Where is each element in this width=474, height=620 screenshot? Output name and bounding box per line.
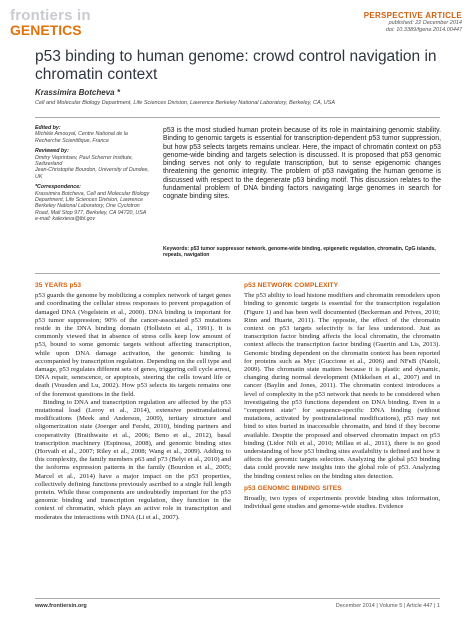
sidebar [35, 125, 153, 227]
correspondence-label: *Correspondence: [35, 184, 81, 191]
edited-by-label: Edited by: [35, 125, 61, 131]
article-type: PERSPECTIVE ARTICLE [363, 11, 462, 20]
journal-logo [10, 9, 102, 39]
abstract: p53 is the most studied human protein because of its role in maintaining genomic stability. Binding to genomic targets is essential for transcription-dependent p53 tumor suppression, but how p53 selects targets remains unclear. Here, the impact of chromatin context on p53 genome-wide binding and targets selection is discussed. It is proposed that p53 genomic binding serves not only to regulate transcription, but to sense epigenomic changes threatening the genomic integrity. The problem of p53 navigating the human genome is discussed with respect to the degenerate p53 binding motif. This discussion relates to the fundamental problem of DNA binding factors navigating large genomes in search for cognate binding sites. [163, 127, 441, 201]
paragraph: The p53 ability to load histone modifiers and chromatin remodelers upon binding to genomic targets is essential for the transcription regulation (Figure 1) and has been well documented (Beckerman and Prives, 2010; Rinn and Huarte, 2011). The opposite, the effect of the chromatin context on p53 targets selectivity is far less understood. Just as transcription factor binding affects the local chromatin, the chromatin context affects the transcription factor binding (Guertin and Lis, 2013). Genomic binding dependent on the chromatin context has been reported for proteins such as Myc (Guccione et al., 2006) and NFκB (Natoli, 2009). The chromatin state matters because it is plastic and dynamic, changing during normal development (Mikkelsen et al., 2007) and in cancer (Baylin and Jones, 2011). The chromatin context introduces a level of complexity in the p53 network that needs to be considered when investigating the p53 functions dependent on DNA binding. Even in a "competent state" for sequence-specific DNA binding (without mutations, activated by posttranslational modifications), p53 may not bind to sites buried in inaccessible chromatin, and bind if they become available. Despite the proposed and observed chromatin impact on p53 binding (Lidor Nili et al., 2010; Millau et al., 2011), there is no good understanding of how p53 binding sites availability is defined and how it affects the genomic targets selection. Analyzing the global p53 binding data could provide new insights into the global role of p53. Analyzing the binding context relies on the binding sites detection. [244, 292, 440, 480]
keywords [163, 246, 441, 259]
body-column-left [35, 282, 231, 522]
paragraph: Binding to DNA and transcription regulation are affected by the p53 mutational load (Leroy et al., 2014), extensive posttranslational modifications (Meek and Anderson, 2009), tertiary structure and oligomerization state (Joerger and Fersht, 2010), binding partners and cooperativity (Braithwaite et al., 2006; Beno et al., 2012), basal transcription machinery (Espinosa, 2008), and genomic binding sites (Horvath et al., 2007; Riley et al., 2008; Wang et al., 2009). Adding to this complexity, the family members p63 and p73 (Belyi et al., 2010) and the isoforms expression patterns in the family (Bourdon et al., 2005; Marcel et al., 2014) have a major impact on the p53 properties, collectively defining functions previously ascribed to a single full length protein. While these components are undoubtedly important for the p53 genomic binding and transcription regulation, they function in the context of chromatin, which plays an active role in transcription and moderates the interactions with DNA (Li et al., 2007). [35, 398, 231, 521]
keywords-text: p53 tumor suppressor network, genome-wide binding, epigenetic regulation, chromatin, CpG islands, repeats, navigation [163, 246, 436, 259]
article-meta [364, 11, 462, 33]
section-heading: p53 NETWORK COMPLEXITY [244, 282, 339, 289]
paragraph: Broadly, two types of experiments provide binding sites information, individual gene studies and genome-wide studies. Evidence [244, 495, 440, 511]
affiliation: Cell and Molecular Biology Department, Life Sciences Division, Lawrence Berkeley National Laboratory, Berkeley, CA, USA [35, 100, 335, 106]
article-title: p53 binding to human genome: crowd control navigation in chromatin context [35, 48, 437, 83]
section-heading: 35 YEARS p53 [35, 282, 82, 289]
doi[interactable]: doi: 10.3389/fgene.2014.00447 [385, 26, 462, 33]
divider [35, 273, 440, 274]
edited-by: Michèle Amouyal, Centre National de la Recherche Scientifique, France [35, 131, 128, 144]
footer-issue: December 2014 | Volume 5 | Article 447 | 1 [335, 603, 440, 609]
reviewed-by: Dmitry Veprintsev, Paul Scherrer Institute, Switzerland Jean-Christophe Bourdon, University of Dundee, UK [35, 154, 149, 180]
journal-name-line2: GENETICS [10, 22, 82, 38]
published-date: published: 22 December 2014 [388, 20, 462, 26]
author: Krassimira Botcheva * [35, 88, 120, 97]
footer-url[interactable]: www.frontiersin.org [35, 603, 87, 609]
section-heading: p53 GENOMIC BINDING SITES [244, 484, 342, 492]
body-column-right [244, 282, 440, 511]
reviewed-by-label: Reviewed by: [35, 148, 69, 155]
correspondence: Krassimira Botcheva, Cell and Molecular Biology Department, Life Sciences Division, Lawrence Berkeley National Laboratory, One Cyclotron Road, Mail Stop 977, Berkeley, CA 94720, USA e-mail: kalexieva@lbl.gov [35, 190, 150, 223]
keywords-label: Keywords: [163, 246, 190, 252]
journal-name-line1: frontiers in [10, 7, 91, 24]
paragraph: p53 guards the genome by mobilizing a complex network of target genes and coordinating the cellular stress responses to prevent propagation of damaged DNA (Vogelstein et al., 2000). DNA binding is important for p53 tumor suppression; 90% of the cancer-associated p53 mutations reside in the DNA binding domain (Hollstein et al., 1991). It is commonly viewed that in absence of stress cells keep low amount of p53, bound to some genomic targets without affecting transcription, while upon DNA damage activation, the genomic binding is accompanied by transcription regulation. Depending on the cell type and damage, p53 regulates different sets of genes, triggering cell cycle arrest, DNA repair, senescence, or apoptosis, steering the cells toward life or death (Vousden and Lu, 2002). How p53 selects its targets remains one of the foremost questions in the field. [35, 292, 231, 398]
divider [35, 117, 440, 118]
page-footer [35, 598, 440, 609]
